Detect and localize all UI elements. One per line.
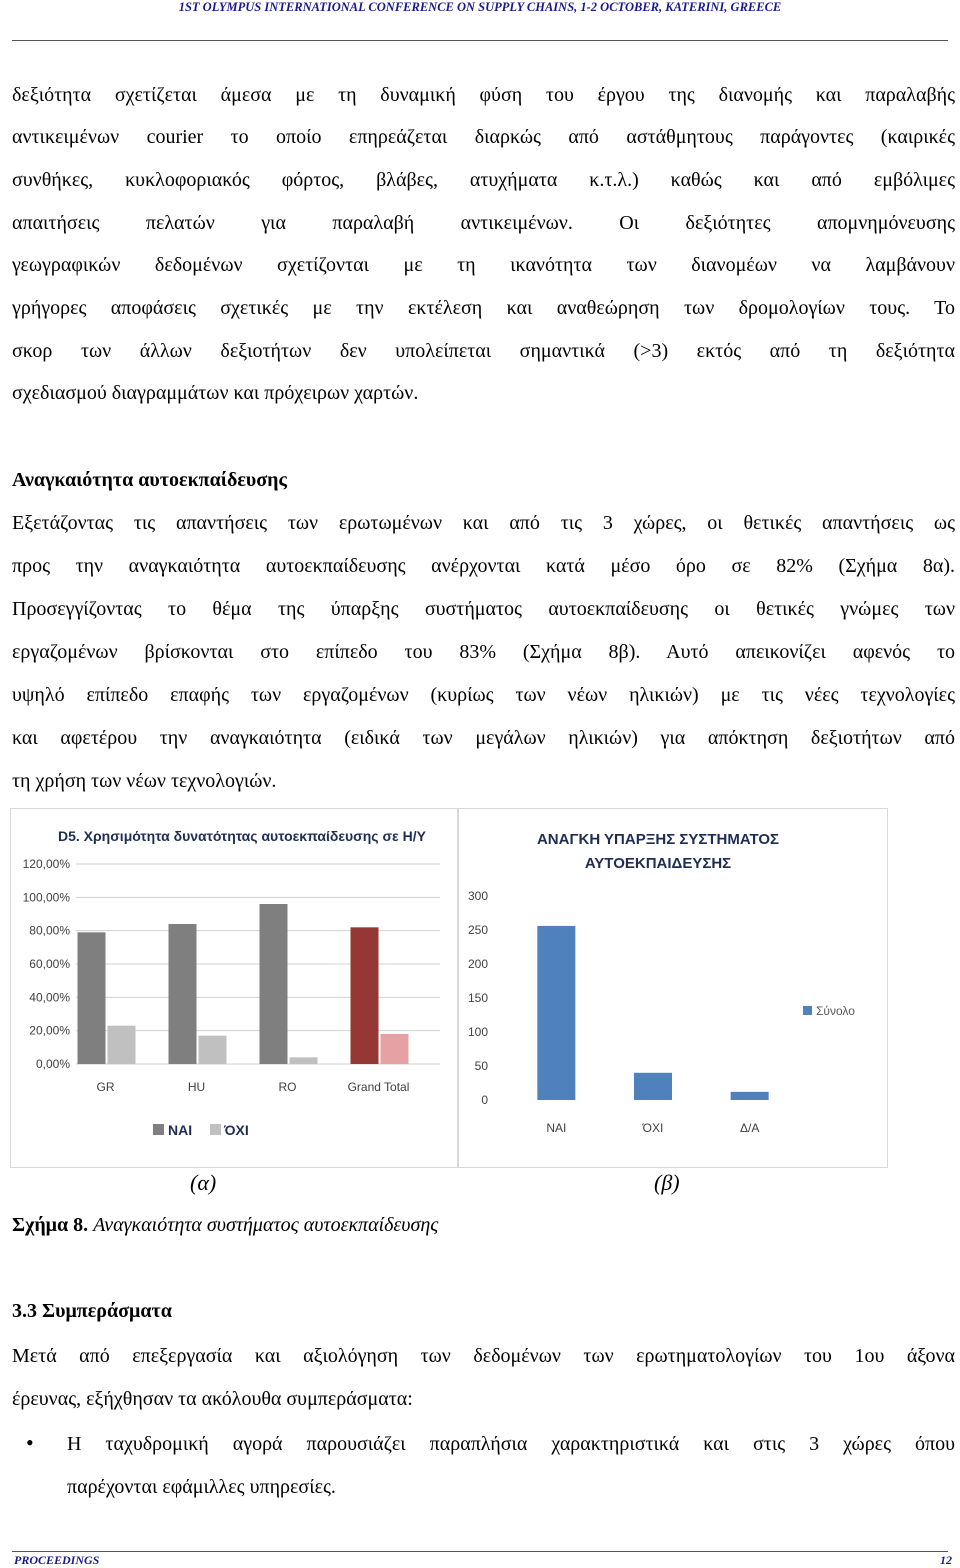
intro-line: σκορ των άλλων δεξιοτήτων δεν υπολείπεται σημαντικά (>3) εκτός από τη δεξιότητα [12,340,955,362]
bar-yes [351,927,379,1064]
bullet-icon: • [26,1430,34,1455]
conference-title: 1ST OLYMPUS INTERNATIONAL CONFERENCE ON SUPPLY CHAINS, 1-2 OCTOBER, KATERINI, GREECE [178,0,782,14]
figure-caption [12,1214,438,1237]
page-header [0,0,960,40]
bar-yes [78,932,106,1064]
bar-total [537,926,575,1100]
chart-b [458,808,888,1168]
section-line: προς την αναγκαιότητα αυτοεκπαίδευσης ανέρχονται κατά μέσο όρο σε 82% (Σχήμα 8α). [12,555,955,577]
chart-title-line2: ΑΥΤΟΕΚΠΑΙΔΕΥΣΗΣ [584,855,732,872]
figure-label-b: (β) [654,1170,680,1195]
y-tick-label: 0,00% [35,1057,70,1071]
section-line: εργαζομένων βρίσκονται στο επίπεδο του 83% (Σχήμα 8β). Αυτό απεικονίζει αφενός το [12,641,955,663]
legend-label-yes: ΝΑΙ [168,1122,193,1138]
y-tick-label: 250 [467,923,488,937]
x-tick-label: HU [187,1080,206,1094]
bullet-line: Η ταχυδρομική αγορά παρουσιάζει παραπλήσια χαρακτηριστικά και στις 3 χώρες όπου [67,1433,955,1455]
intro-line: απαιτήσεις πελατών για παραλαβή αντικειμένων. Οι δεξιότητες απομνημόνευσης [12,212,955,234]
conclusions-line: Μετά από επεξεργασία και αξιολόγηση των δεδομένων των ερωτηματολογίων του 1ου άξονα [12,1345,955,1367]
section-line: Εξετάζοντας τις απαντήσεις των ερωτωμένων και από τις 3 χώρες, οι θετικές απαντήσεις ως [12,512,955,534]
intro-line: αντικειμένων courier το οποίο επηρεάζεται διαρκώς από αστάθμητους παράγοντες (καιρικές [12,126,955,148]
intro-line: γρήγορες αποφάσεις σχετικές με την εκτέλεση και αναθεώρηση των δρομολογίων τους. Το [12,297,955,319]
x-tick-label: ΌΧΙ [642,1121,664,1135]
y-tick-label: 60,00% [29,957,70,971]
y-tick-label: 100,00% [22,890,70,905]
y-tick-label: 40,00% [29,990,70,1005]
footer-proceedings: PROCEEDINGS [14,1553,100,1567]
chart-title: D5. Χρησιμότητα δυνατότητας αυτοεκπαίδευσης σε Η/Υ [58,828,426,844]
legend-swatch-yes [153,1124,164,1135]
figure-label-a: (α) [190,1170,217,1195]
bar-no [290,1057,318,1064]
legend-label-no: ΌΧΙ [224,1122,249,1138]
intro-line: συνθήκες, κυκλοφοριακός φόρτος, βλάβες, ατυχήματα κ.τ.λ.) καθώς και από εμβόλιμες [12,169,955,191]
header-rule [12,40,948,41]
bar-no [108,1026,136,1064]
section-line: Προσεγγίζοντας το θέμα της ύπαρξης συστήματος αυτοεκπαίδευσης οι θετικές γνώμες των [12,598,955,620]
section-heading: Αναγκαιότητα αυτοεκπαίδευσης [12,469,287,491]
chart-title-line1: ΑΝΑΓΚΗ ΥΠΑΡΞΗΣ ΣΥΣΤΗΜΑΤΟΣ [536,831,780,848]
chart-a [10,808,458,1168]
y-tick-label: 80,00% [29,923,70,938]
legend-swatch-no [210,1124,221,1135]
caption-prefix: Σχήμα 8. [12,1214,89,1236]
intro-line: γεωγραφικών δεδομένων σχετίζονται με τη ικανότητα των διανομέων να λαμβάνουν [12,254,955,276]
bar-no [199,1036,227,1064]
bar-total [731,1092,769,1100]
section-line: υψηλό επίπεδο επαφής των εργαζομένων (κυρίως των νέων ηλικιών) με τις νέες τεχνολογίες [12,684,955,706]
x-tick-label: ΝΑΙ [546,1121,567,1135]
y-tick-label: 0 [481,1093,488,1107]
bar-no [381,1034,409,1064]
bar-yes [260,904,288,1064]
y-tick-label: 120,00% [22,857,70,871]
intro-line: δεξιότητα σχετίζεται άμεσα με τη δυναμική φύση του έργου της διανομής και παραλαβής [12,84,955,106]
x-tick-label: Δ/Α [739,1121,760,1135]
section-line: τη χρήση των νέων τεχνολογιών. [12,770,277,792]
y-tick-label: 300 [467,889,488,903]
section-line: και αφετέρου την αναγκαιότητα (ειδικά των μεγάλων ηλικιών) για απόκτηση δεξιοτήτων από [12,727,955,749]
y-tick-label: 100 [467,1025,488,1039]
conclusions-heading: 3.3 Συμπεράσματα [12,1300,172,1322]
intro-line: σχεδιασμού διαγραμμάτων και πρόχειρων χαρτών. [12,382,419,404]
page-number: 12 [940,1553,952,1567]
legend-swatch-total [803,1006,812,1015]
y-tick-label: 50 [474,1059,488,1073]
x-tick-label: Grand Total [347,1080,410,1094]
caption-text: Αναγκαιότητα συστήματος αυτοεκπαίδευσης [93,1214,439,1236]
y-tick-label: 200 [467,957,488,971]
bullet-line: παρέχονται εφάμιλλες υπηρεσίες. [67,1476,336,1498]
legend-label-total: Σύνολο [816,1004,855,1018]
footer-rule [12,1551,948,1552]
x-tick-label: RO [278,1080,297,1094]
bar-total [634,1073,672,1100]
x-tick-label: GR [96,1080,115,1094]
conclusions-line: έρευνας, εξήχθησαν τα ακόλουθα συμπεράσματα: [12,1388,413,1410]
y-tick-label: 150 [467,991,488,1005]
y-tick-label: 20,00% [29,1023,70,1038]
bar-yes [169,924,197,1064]
